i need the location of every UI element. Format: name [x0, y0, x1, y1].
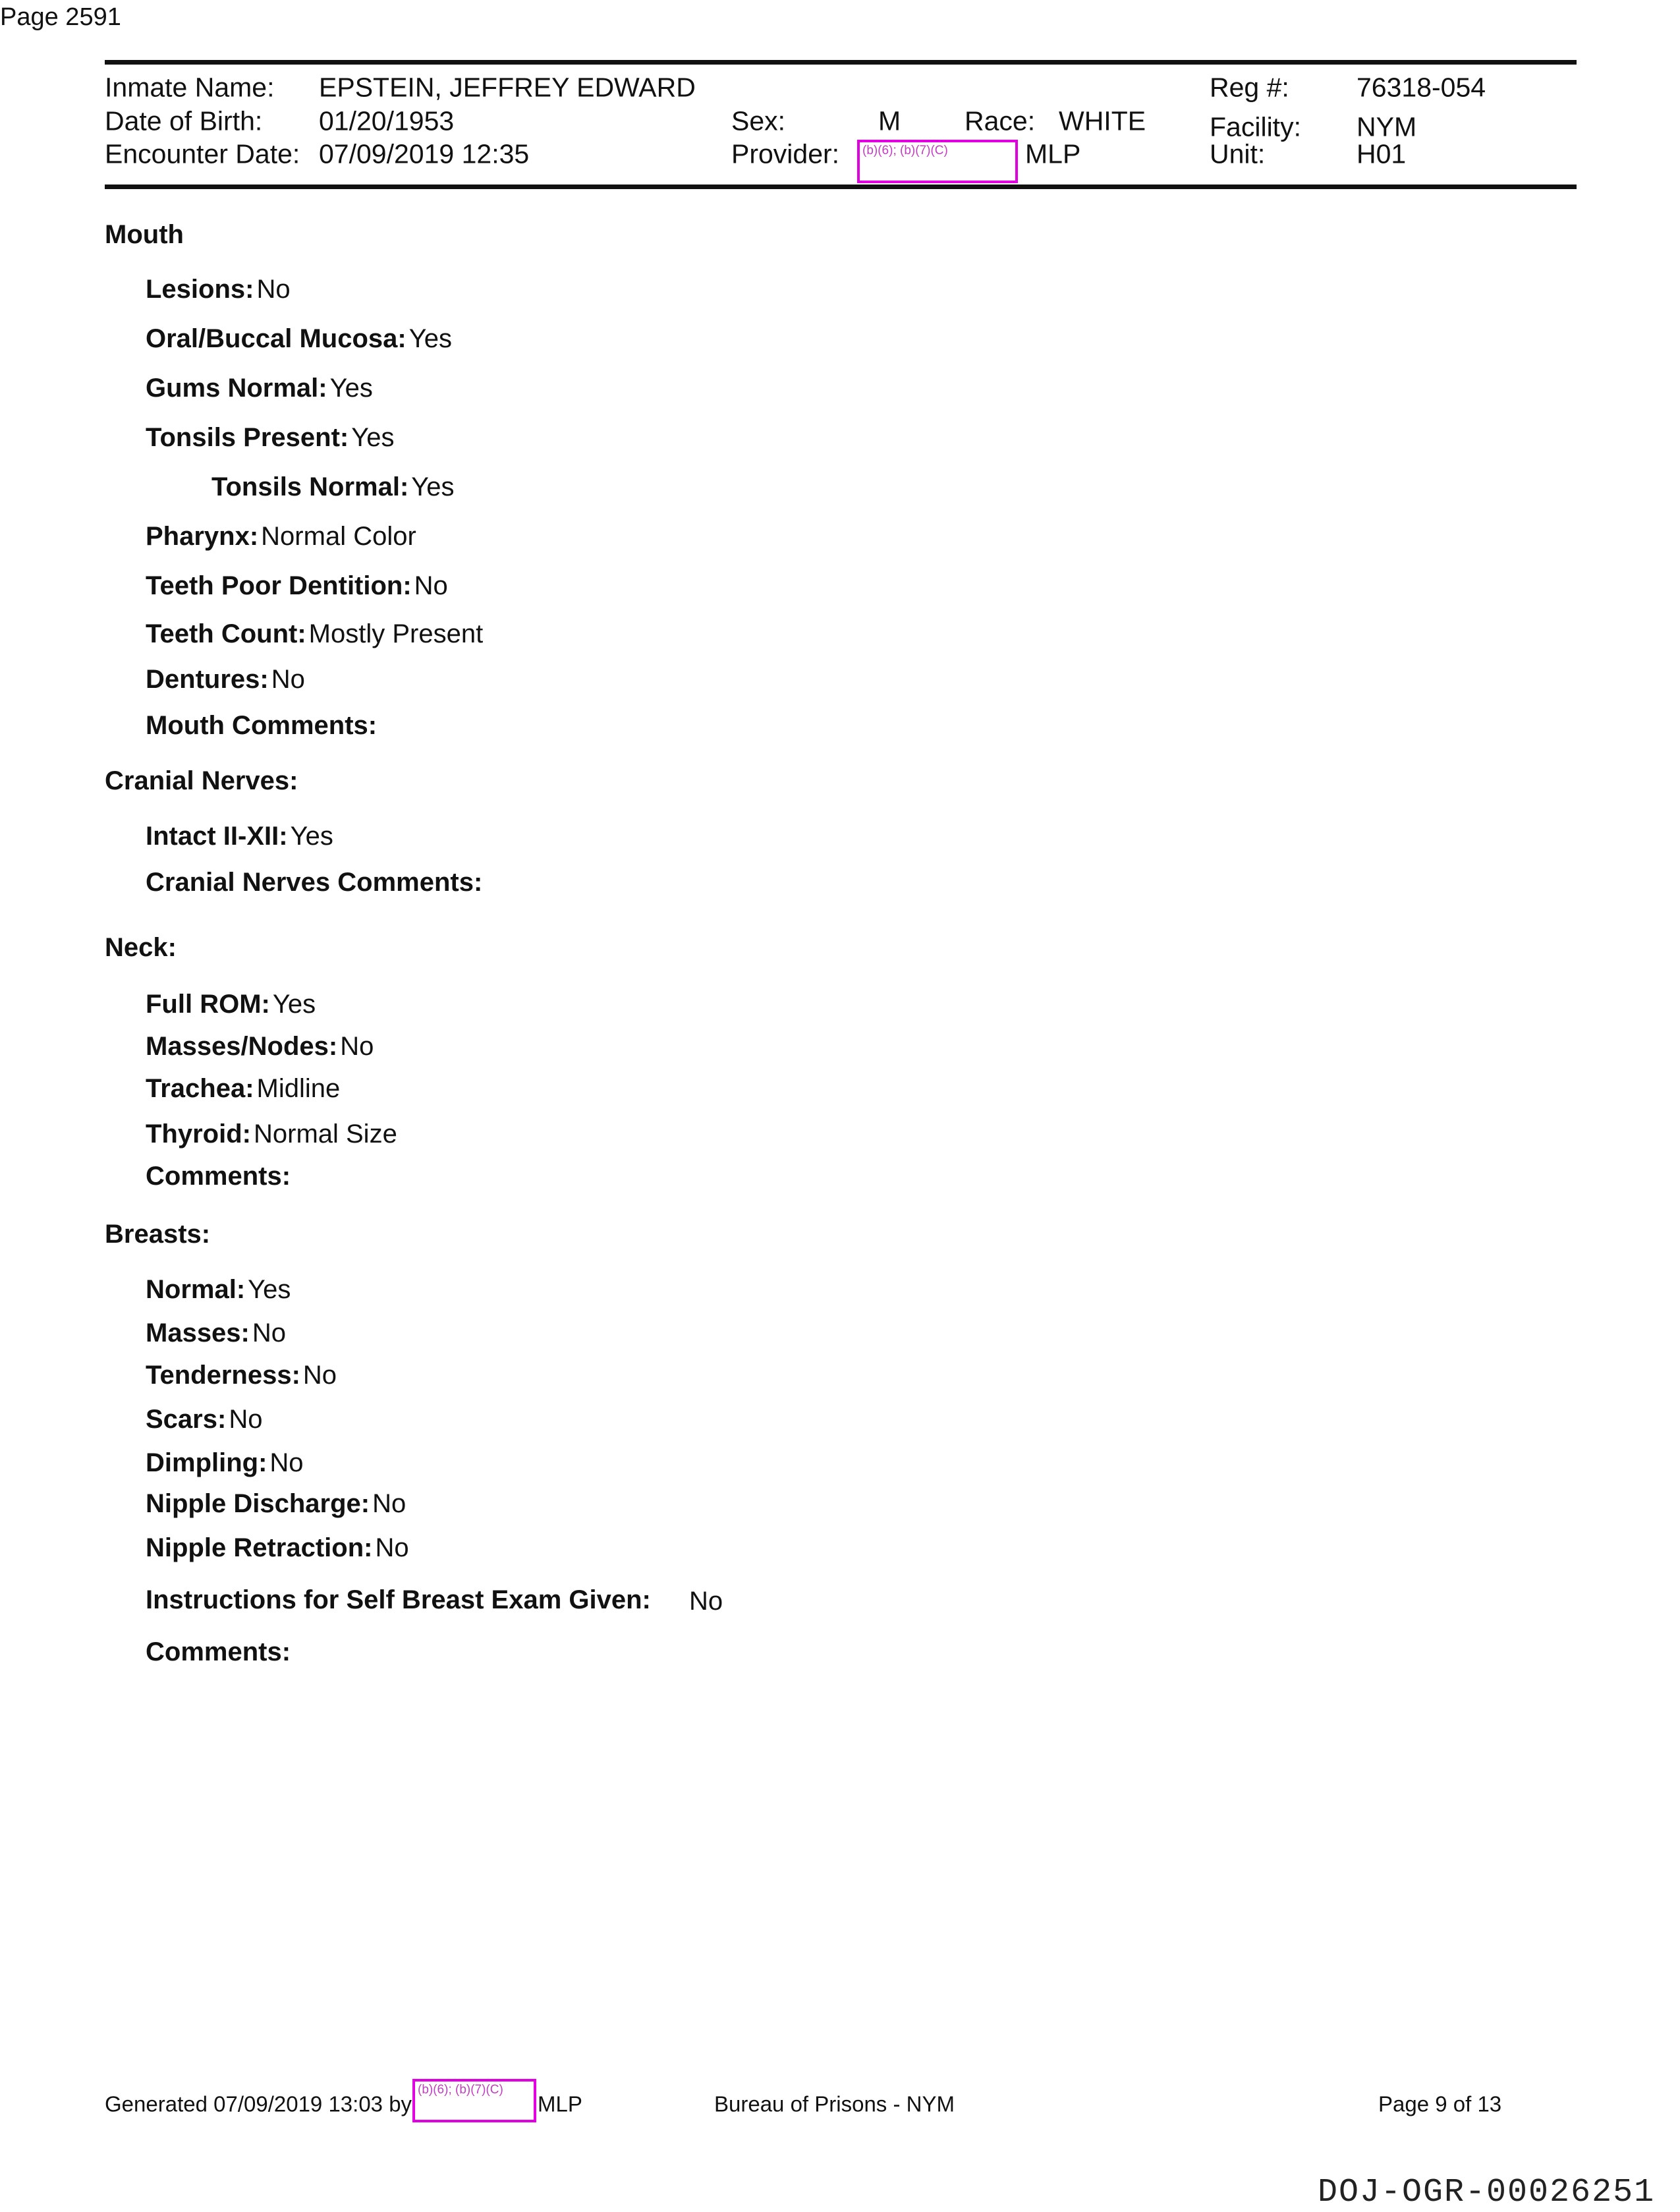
field-self-exam-instructions-value: No	[689, 1587, 723, 1616]
race: WHITE	[1059, 105, 1146, 136]
field-cranial-comments: Cranial Nerves Comments:	[146, 868, 483, 897]
unit: H01	[1357, 138, 1407, 169]
field-full-rom: Full ROM: Yes	[146, 990, 316, 1019]
header-bottom-rule	[105, 184, 1577, 189]
field-scars: Scars: No	[146, 1405, 263, 1434]
inmate-name-label: Inmate Name:	[105, 72, 275, 103]
field-trachea: Trachea: Midline	[146, 1074, 341, 1103]
section-breasts-title: Breasts:	[105, 1220, 211, 1249]
facility-label: Facility:	[1210, 111, 1301, 142]
field-breasts-masses: Masses: No	[146, 1319, 287, 1347]
field-intact-ii-xii: Intact II-XII: Yes	[146, 822, 333, 851]
encounter-label: Encounter Date:	[105, 138, 300, 169]
sex: M	[878, 105, 901, 136]
field-lesions: Lesions: No	[146, 275, 291, 304]
footer-redaction-box	[412, 2079, 536, 2122]
field-tenderness: Tenderness: No	[146, 1361, 337, 1390]
field-teeth-poor-dentition: Teeth Poor Dentition: No	[146, 571, 448, 600]
field-tonsils-normal: Tonsils Normal: Yes	[211, 472, 455, 501]
redaction-code: (b)(6); (b)(7)(C)	[862, 144, 948, 157]
unit-label: Unit:	[1210, 138, 1266, 169]
reg-label: Reg #:	[1210, 72, 1289, 103]
field-mouth-comments: Mouth Comments:	[146, 711, 378, 740]
field-tonsils-present: Tonsils Present: Yes	[146, 423, 395, 452]
section-neck-title: Neck:	[105, 933, 177, 962]
field-oral-buccal-mucosa: Oral/Buccal Mucosa: Yes	[146, 324, 452, 353]
footer-page-number: Page 9 of 13	[1378, 2091, 1502, 2116]
field-dimpling: Dimpling: No	[146, 1448, 304, 1477]
provider-redaction-box	[857, 140, 1018, 183]
facility: NYM	[1357, 111, 1417, 142]
header-top-rule	[105, 60, 1577, 65]
provider-label: Provider:	[731, 138, 840, 169]
dob-label: Date of Birth:	[105, 105, 263, 136]
race-label: Race:	[965, 105, 1036, 136]
field-pharynx: Pharynx: Normal Color	[146, 522, 416, 551]
section-cranial-title: Cranial Nerves:	[105, 766, 298, 795]
bates-number: DOJ-OGR-00026251	[1318, 2174, 1656, 2211]
field-gums-normal: Gums Normal: Yes	[146, 374, 373, 403]
field-nipple-discharge: Nipple Discharge: No	[146, 1489, 406, 1518]
field-breasts-comments: Comments:	[146, 1637, 291, 1666]
field-self-exam-instructions: Instructions for Self Breast Exam Given:	[146, 1585, 651, 1614]
field-thyroid: Thyroid: Normal Size	[146, 1120, 397, 1149]
dob: 01/20/1953	[319, 105, 455, 136]
field-neck-comments: Comments:	[146, 1162, 291, 1191]
inmate-name: EPSTEIN, JEFFREY EDWARD	[319, 72, 696, 103]
page-label: Page 2591	[0, 3, 121, 31]
sex-label: Sex:	[731, 105, 786, 136]
footer-center: Bureau of Prisons - NYM	[714, 2091, 955, 2116]
field-nipple-retraction: Nipple Retraction: No	[146, 1533, 409, 1562]
field-masses-nodes: Masses/Nodes: No	[146, 1032, 374, 1061]
footer-generated-suffix: MLP	[538, 2091, 582, 2116]
field-teeth-count: Teeth Count: Mostly Present	[146, 619, 484, 648]
redaction-code: (b)(6); (b)(7)(C)	[418, 2083, 503, 2097]
reg-number: 76318-054	[1357, 72, 1486, 103]
encounter-date: 07/09/2019 12:35	[319, 138, 530, 169]
footer-generated: Generated 07/09/2019 13:03 by	[105, 2091, 412, 2116]
field-dentures: Dentures: No	[146, 665, 305, 694]
provider-suffix: MLP	[1025, 138, 1081, 169]
section-mouth-title: Mouth	[105, 220, 184, 249]
field-breasts-normal: Normal: Yes	[146, 1275, 291, 1304]
